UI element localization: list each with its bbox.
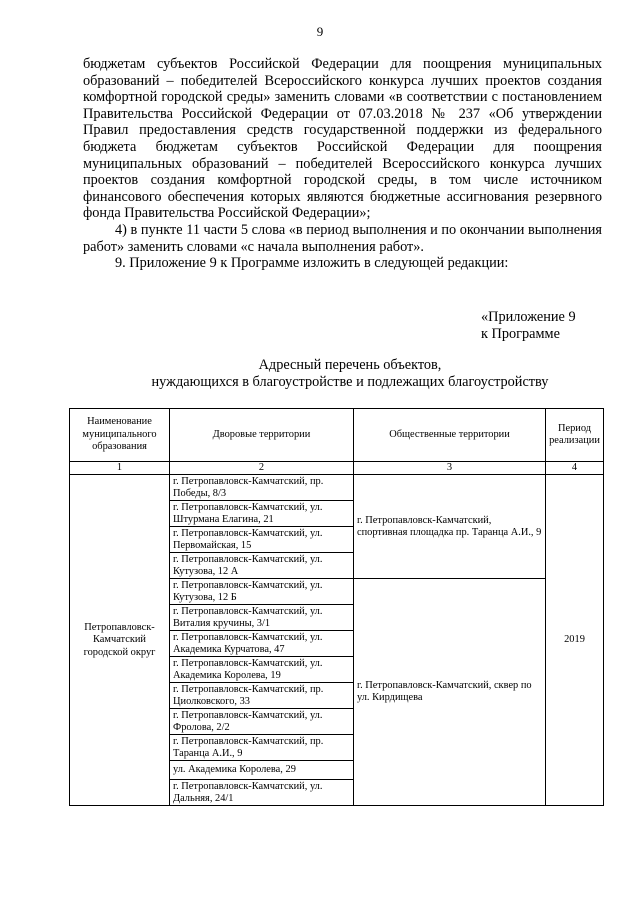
column-number: 1 xyxy=(70,462,170,475)
yard-territory-cell: г. Петропавловск-Камчатский, ул. Кутузова, 12 Б xyxy=(170,579,354,605)
column-number: 3 xyxy=(354,462,546,475)
appendix-note-line1: «Приложение 9 xyxy=(481,309,576,325)
table-row xyxy=(70,475,604,501)
public-territory-cell: г. Петропавловск-Камчатский, спортивная площадка пр. Таранца А.И., 9 xyxy=(354,475,546,579)
yard-territory-cell: г. Петропавловск-Камчатский, ул. Кутузова, 12 А xyxy=(170,553,354,579)
yard-territory-cell: г. Петропавловск-Камчатский, ул. Фролова, 2/2 xyxy=(170,709,354,735)
appendix-note-line2: к Программе xyxy=(481,326,560,342)
yard-territory-cell: г. Петропавловск-Камчатский, ул. Академика Королева, 19 xyxy=(170,657,354,683)
column-number: 4 xyxy=(546,462,604,475)
yard-territory-cell: ул. Академика Королева, 29 xyxy=(170,761,354,780)
appendix-note xyxy=(481,309,576,343)
page-number: 9 xyxy=(316,24,324,39)
yard-territory-cell: г. Петропавловск-Камчатский, ул. Дальняя, 24/1 xyxy=(170,780,354,806)
period-cell: 2019 xyxy=(546,475,604,806)
table-title-line2: нуждающихся в благоустройстве и подлежащих благоустройству xyxy=(151,374,549,390)
table-title xyxy=(0,357,640,391)
yard-territory-cell: г. Петропавловск-Камчатский, пр. Циолковского, 33 xyxy=(170,683,354,709)
municipality-cell: Петропавловск-Камчатский городской округ xyxy=(70,475,170,806)
yard-territory-cell: г. Петропавловск-Камчатский, пр. Победы, 8/3 xyxy=(170,475,354,501)
column-number-row xyxy=(70,462,604,475)
public-territory-cell: г. Петропавловск-Камчатский, сквер по ул. Кирдищева xyxy=(354,579,546,806)
column-number: 2 xyxy=(170,462,354,475)
yard-territory-cell: г. Петропавловск-Камчатский, ул. Академика Курчатова, 47 xyxy=(170,631,354,657)
yard-territory-cell: г. Петропавловск-Камчатский, ул. Виталия кручины, 3/1 xyxy=(170,605,354,631)
body-text xyxy=(83,56,602,272)
header-public-territories: Общественные территории xyxy=(354,409,546,462)
header-municipality: Наименование муниципального образования xyxy=(70,409,170,462)
paragraph-2: 4) в пункте 11 части 5 слова «в период выполнения и по окончании выполнения работ» заменить словами «с начала выполнения работ». xyxy=(83,221,602,255)
header-period: Период реализации xyxy=(546,409,604,462)
address-table xyxy=(69,408,604,806)
yard-territory-cell: г. Петропавловск-Камчатский, пр. Таранца А.И., 9 xyxy=(170,735,354,761)
table-title-line1: Адресный перечень объектов, xyxy=(258,357,442,373)
yard-territory-cell: г. Петропавловск-Камчатский, ул. Штурмана Елагина, 21 xyxy=(170,501,354,527)
paragraph-1: бюджетам субъектов Российской Федерации для поощрения муниципальных образований – победителей Всероссийского конкурса лучших проектов создания комфортной городской среды» заменить словами «в соответствии с постановлением Правительства Российской Федерации от 07.03.2018 № 237 «Об утверждении Правил предоставления средств государственной поддержки из федерального бюджета бюджетам субъектов Российской Федерации для поощрения муниципальных образований – победителей Всероссийского конкурса лучших проектов создания комфортной городской среды, в том числе источником финансового обеспечения которых являются бюджетные ассигнования резервного фонда Правительства Российской Федерации»; xyxy=(83,56,602,222)
header-yard-territories: Дворовые территории xyxy=(170,409,354,462)
paragraph-3: 9. Приложение 9 к Программе изложить в следующей редакции: xyxy=(115,255,509,272)
table-header-row xyxy=(70,409,604,462)
yard-territory-cell: г. Петропавловск-Камчатский, ул. Первомайская, 15 xyxy=(170,527,354,553)
